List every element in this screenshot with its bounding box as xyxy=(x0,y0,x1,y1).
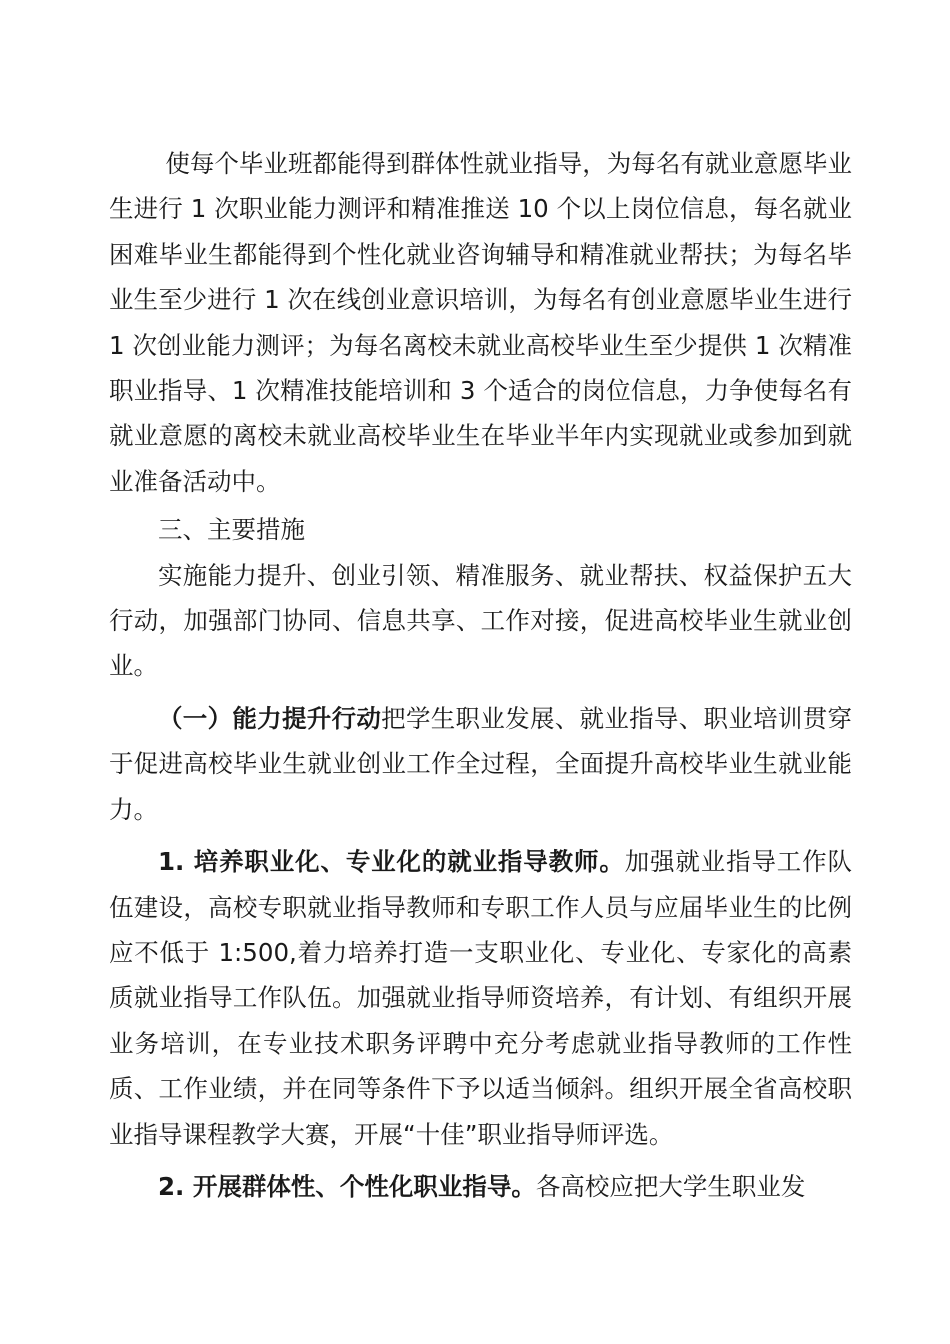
paragraph-service-targets: 使每个毕业班都能得到群体性就业指导，为每名有就业意愿毕业生进行 1 次职业能力测评和精准推送 10 个以上岗位信息，每名就业困难毕业生都能得到个性化就业咨询辅导和精准就业帮扶；为每名毕业生至少进行 1 次在线创业意识培训，为每名有创业意愿毕业生进行 1 次创业能力测评；为每名离校未就业高校毕业生至少提供 1 次精准职业指导、1 次精准技能培训和 3 个适合的岗位信息，力争使每名有就业意愿的离校未就业高校毕业生在毕业半年内实现就业或参加到就业准备活动中。 xyxy=(109,149,852,496)
paragraph-five-actions: 实施能力提升、创业引领、精准服务、就业帮扶、权益保护五大行动，加强部门协同、信息共享、工作对接，促进高校毕业生就业创业。 xyxy=(109,560,852,681)
section-heading: 三、主要措施 xyxy=(158,515,305,545)
paragraph-career-guidance xyxy=(109,1164,852,1209)
document-body xyxy=(109,141,852,1209)
paragraph-instructor-training xyxy=(109,839,852,1157)
career-guidance-text: 各高校应把大学生职业发 xyxy=(535,1171,806,1201)
ability-action-text: 把学生职业发展、就业指导、职业培训贯穿于促进高校毕业生就业创业工作全过程，全面提升高校毕业生就业能力。 xyxy=(109,703,853,824)
ability-action-heading: （一）能力提升行动 xyxy=(158,703,382,733)
paragraph-ability-action xyxy=(109,696,852,832)
instructor-training-text: 加强就业指导工作队伍建设，高校专职就业指导教师和专职工作人员与应届毕业生的比例应不低于 1:500,着力培养打造一支职业化、专业化、专家化的高素质就业指导工作队伍。加强就业指导师资培养，有计划、有组织开展业务培训，在专业技术职务评聘中充分考虑就业指导教师的工作性质、工作业绩，并在同等条件下予以适当倾斜。组织开展全省高校职业指导课程教学大赛，开展“十佳”职业指导师评选。 xyxy=(109,847,853,1149)
career-guidance-heading: 2. 开展群体性、个性化职业指导。 xyxy=(158,1171,536,1201)
instructor-training-heading: 1. 培养职业化、专业化的就业指导教师。 xyxy=(158,847,625,877)
